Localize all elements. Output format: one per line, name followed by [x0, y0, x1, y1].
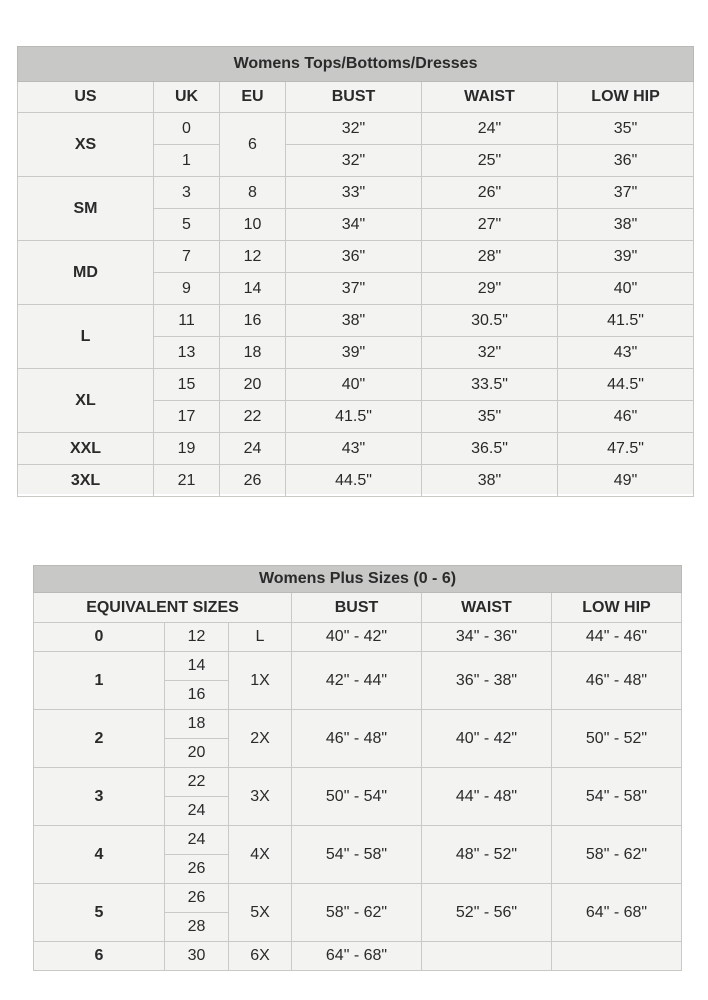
header-low-hip: LOW HIP [552, 593, 682, 623]
header-bust: BUST [286, 82, 422, 113]
us-size-cell: 3 [34, 768, 165, 826]
waist-cell: 35" [422, 401, 558, 433]
letter-size-cell: 5X [229, 884, 292, 942]
low-hip-cell: 46" - 48" [552, 652, 682, 710]
low-hip-cell: 40" [558, 273, 694, 305]
table-row [34, 652, 682, 681]
waist-cell: 26" [422, 177, 558, 209]
bust-cell: 40" [286, 369, 422, 401]
uk-size-cell: 19 [154, 433, 220, 465]
low-hip-cell: 64" - 68" [552, 884, 682, 942]
low-hip-cell: 37" [558, 177, 694, 209]
uk-size-cell: 11 [154, 305, 220, 337]
us-size-cell: XXL [18, 433, 154, 465]
waist-cell: 48" - 52" [422, 826, 552, 884]
table-row [18, 465, 694, 497]
waist-cell [422, 942, 552, 971]
eu-size-cell: 20 [220, 369, 286, 401]
waist-cell: 34" - 36" [422, 623, 552, 652]
bust-cell: 50" - 54" [292, 768, 422, 826]
table-row [18, 113, 694, 145]
uk-size-cell: 17 [154, 401, 220, 433]
waist-cell: 27" [422, 209, 558, 241]
eu-size-cell: 16 [220, 305, 286, 337]
table-row [34, 768, 682, 797]
low-hip-cell: 38" [558, 209, 694, 241]
letter-size-cell: L [229, 623, 292, 652]
uk-size-cell: 26 [165, 884, 229, 913]
us-size-cell: MD [18, 241, 154, 305]
waist-cell: 36" - 38" [422, 652, 552, 710]
uk-size-cell: 24 [165, 797, 229, 826]
bust-cell: 54" - 58" [292, 826, 422, 884]
bust-cell: 32" [286, 145, 422, 177]
letter-size-cell: 6X [229, 942, 292, 971]
eu-size-cell: 14 [220, 273, 286, 305]
us-size-cell: 4 [34, 826, 165, 884]
uk-size-cell: 3 [154, 177, 220, 209]
us-size-cell: 2 [34, 710, 165, 768]
bust-cell: 32" [286, 113, 422, 145]
table-row [34, 826, 682, 855]
waist-cell: 33.5" [422, 369, 558, 401]
low-hip-cell [552, 942, 682, 971]
eu-size-cell: 24 [220, 433, 286, 465]
uk-size-cell: 12 [165, 623, 229, 652]
low-hip-cell: 49" [558, 465, 694, 497]
eu-size-cell: 18 [220, 337, 286, 369]
tops-table-title: Womens Tops/Bottoms/Dresses [18, 47, 694, 82]
table-row [18, 177, 694, 209]
waist-cell: 30.5" [422, 305, 558, 337]
table-row [18, 433, 694, 465]
low-hip-cell: 54" - 58" [552, 768, 682, 826]
tops-size-table [17, 46, 694, 497]
header-waist: WAIST [422, 593, 552, 623]
low-hip-cell: 43" [558, 337, 694, 369]
header-low-hip: LOW HIP [558, 82, 694, 113]
eu-size-cell: 12 [220, 241, 286, 273]
us-size-cell: XS [18, 113, 154, 177]
waist-cell: 24" [422, 113, 558, 145]
waist-cell: 40" - 42" [422, 710, 552, 768]
header-equivalent-sizes: EQUIVALENT SIZES [34, 593, 292, 623]
low-hip-cell: 50" - 52" [552, 710, 682, 768]
uk-size-cell: 1 [154, 145, 220, 177]
bust-cell: 39" [286, 337, 422, 369]
us-size-cell: XL [18, 369, 154, 433]
us-size-cell: 3XL [18, 465, 154, 497]
header-us: US [18, 82, 154, 113]
bust-cell: 37" [286, 273, 422, 305]
uk-size-cell: 9 [154, 273, 220, 305]
bust-cell: 46" - 48" [292, 710, 422, 768]
us-size-cell: L [18, 305, 154, 369]
us-size-cell: SM [18, 177, 154, 241]
table-row [18, 305, 694, 337]
uk-size-cell: 5 [154, 209, 220, 241]
low-hip-cell: 41.5" [558, 305, 694, 337]
uk-size-cell: 26 [165, 855, 229, 884]
bust-cell: 42" - 44" [292, 652, 422, 710]
eu-size-cell: 10 [220, 209, 286, 241]
low-hip-cell: 44.5" [558, 369, 694, 401]
bust-cell: 44.5" [286, 465, 422, 497]
uk-size-cell: 13 [154, 337, 220, 369]
low-hip-cell: 44" - 46" [552, 623, 682, 652]
waist-cell: 52" - 56" [422, 884, 552, 942]
bust-cell: 58" - 62" [292, 884, 422, 942]
uk-size-cell: 14 [165, 652, 229, 681]
uk-size-cell: 20 [165, 739, 229, 768]
uk-size-cell: 28 [165, 913, 229, 942]
uk-size-cell: 15 [154, 369, 220, 401]
low-hip-cell: 58" - 62" [552, 826, 682, 884]
eu-size-cell: 26 [220, 465, 286, 497]
uk-size-cell: 7 [154, 241, 220, 273]
waist-cell: 32" [422, 337, 558, 369]
uk-size-cell: 22 [165, 768, 229, 797]
waist-cell: 25" [422, 145, 558, 177]
letter-size-cell: 3X [229, 768, 292, 826]
bust-cell: 41.5" [286, 401, 422, 433]
plus-table-title: Womens Plus Sizes (0 - 6) [34, 566, 682, 593]
low-hip-cell: 39" [558, 241, 694, 273]
table-row [34, 942, 682, 971]
uk-size-cell: 0 [154, 113, 220, 145]
us-size-cell: 0 [34, 623, 165, 652]
plus-size-table [33, 565, 682, 971]
letter-size-cell: 4X [229, 826, 292, 884]
header-eu: EU [220, 82, 286, 113]
eu-size-cell: 6 [220, 113, 286, 177]
us-size-cell: 5 [34, 884, 165, 942]
low-hip-cell: 35" [558, 113, 694, 145]
waist-cell: 28" [422, 241, 558, 273]
letter-size-cell: 2X [229, 710, 292, 768]
table-row [18, 369, 694, 401]
bust-cell: 36" [286, 241, 422, 273]
us-size-cell: 1 [34, 652, 165, 710]
eu-size-cell: 8 [220, 177, 286, 209]
uk-size-cell: 24 [165, 826, 229, 855]
low-hip-cell: 47.5" [558, 433, 694, 465]
waist-cell: 44" - 48" [422, 768, 552, 826]
tops-size-chart [17, 46, 693, 494]
us-size-cell: 6 [34, 942, 165, 971]
bust-cell: 34" [286, 209, 422, 241]
waist-cell: 36.5" [422, 433, 558, 465]
waist-cell: 38" [422, 465, 558, 497]
uk-size-cell: 21 [154, 465, 220, 497]
bust-cell: 33" [286, 177, 422, 209]
table-row [18, 241, 694, 273]
uk-size-cell: 30 [165, 942, 229, 971]
bust-cell: 40" - 42" [292, 623, 422, 652]
uk-size-cell: 16 [165, 681, 229, 710]
uk-size-cell: 18 [165, 710, 229, 739]
waist-cell: 29" [422, 273, 558, 305]
low-hip-cell: 46" [558, 401, 694, 433]
bust-cell: 64" - 68" [292, 942, 422, 971]
header-bust: BUST [292, 593, 422, 623]
letter-size-cell: 1X [229, 652, 292, 710]
table-row [34, 710, 682, 739]
table-row [34, 884, 682, 913]
table-row [34, 623, 682, 652]
bust-cell: 43" [286, 433, 422, 465]
plus-size-chart [33, 565, 681, 970]
bust-cell: 38" [286, 305, 422, 337]
header-waist: WAIST [422, 82, 558, 113]
header-uk: UK [154, 82, 220, 113]
low-hip-cell: 36" [558, 145, 694, 177]
eu-size-cell: 22 [220, 401, 286, 433]
